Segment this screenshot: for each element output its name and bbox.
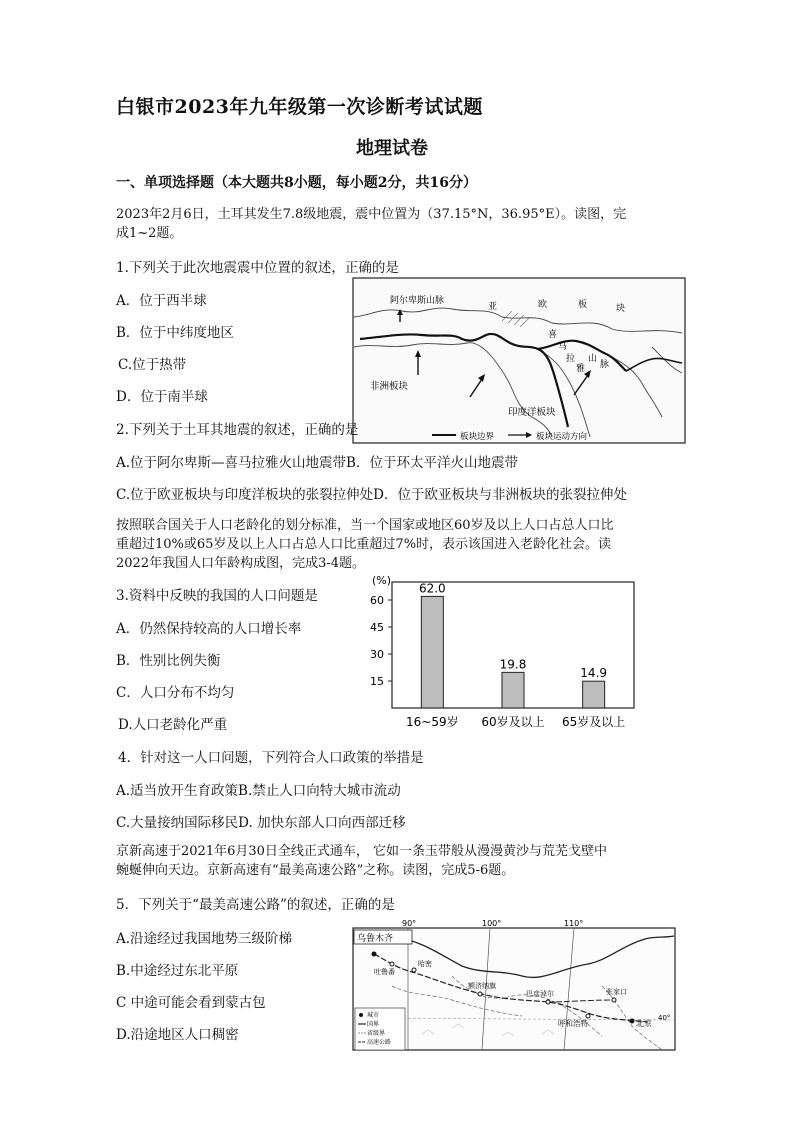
legend-prov: 省级界 (367, 1030, 386, 1037)
label-urumqi: 乌鲁木齐 (357, 934, 394, 944)
q5-stem: 5．下列关于“最美高速公路”的叙述，正确的是 (116, 897, 395, 913)
lon-90: 90° (402, 919, 417, 928)
q5-option-a[interactable]: A.沿途经过我国地势三级阶梯 (116, 931, 293, 947)
q3-option-c[interactable]: C．人口分布不均匀 (116, 685, 235, 701)
q4-options-ab[interactable]: A.适当放开生育政策B.禁止人口向特大城市流动 (116, 783, 401, 799)
passage1-line1: 2023年2月6日，土耳其发生7.8级地震，震中位置为（37.15°N，36.95°E）。读图，完 (116, 207, 627, 222)
label-yaa: 雅 (576, 364, 586, 374)
city-hami (412, 968, 416, 972)
legend-border: 国界 (367, 1021, 380, 1028)
legend-city-dot (359, 1013, 363, 1017)
q2-options-ab[interactable]: A.位于阿尔卑斯—喜马拉雅火山地震带B．位于环太平洋火山地震带 (116, 455, 518, 471)
label-ma: 马 (558, 342, 568, 352)
q4-stem: 4．针对这一人口问题，下列符合人口政策的举措是 (118, 750, 424, 766)
label-mai: 脉 (600, 360, 610, 370)
city-urumqi (372, 952, 377, 957)
passage2-line3: 2022年我国人口年龄构成图，完成3-4题。 (116, 556, 366, 571)
plate-map (352, 277, 686, 445)
q1-option-d[interactable]: D．位于南半球 (116, 389, 208, 405)
q1-option-a[interactable]: A．位于西半球 (116, 293, 207, 309)
label-bayannur: 巴彦淖尔 (526, 990, 554, 998)
y-tick-label: 15 (370, 675, 384, 688)
q5-option-d[interactable]: D.沿途地区人口稠密 (116, 1027, 239, 1043)
q1-option-b[interactable]: B．位于中纬度地区 (116, 325, 234, 341)
q1-option-c[interactable]: C.位于热带 (118, 357, 187, 373)
exam-subtitle: 地理试卷 (356, 138, 428, 159)
label-hami: 哈密 (418, 960, 432, 968)
label-hohhot: 呼和浩特 (558, 1019, 588, 1028)
passage2-line2: 重超过10%或65岁及以上人口占总人口比重超过7%时，表示该国进入老龄化社会。读 (116, 537, 612, 552)
q5-option-c[interactable]: C 中途可能会看到蒙古包 (116, 995, 266, 1011)
category-label: 16~59岁 (406, 715, 459, 729)
age-structure-chart (340, 570, 640, 740)
city-turpan (390, 962, 394, 966)
q3-stem: 3.资料中反映的我国的人口问题是 (116, 588, 318, 604)
legend-road: 高速公路 (367, 1039, 392, 1046)
label-ou: 欧 (538, 300, 548, 310)
lon-100: 100° (482, 919, 502, 928)
label-beijing: 北京 (636, 1019, 652, 1028)
label-ya: 亚 (488, 302, 498, 312)
label-ejina: 额济纳旗 (468, 982, 496, 990)
bar-value-label: 14.9 (580, 666, 608, 681)
expressway-map (352, 916, 678, 1052)
category-label: 65岁及以上 (562, 715, 626, 729)
city-zhangjiakou (612, 998, 616, 1002)
label-ban: 板 (578, 300, 588, 310)
lon-110: 110° (564, 919, 584, 928)
legend-city: 城市 (367, 1012, 380, 1019)
passage3-line2: 蜿蜒伸向天边。京新高速有“最美高速公路”之称。读图，完成5-6题。 (116, 863, 515, 878)
label-indian-plate: 印度洋板块 (508, 407, 556, 418)
bar (583, 681, 605, 708)
label-shan: 山 (588, 354, 598, 364)
legend-boundary-text: 板块边界 (460, 432, 495, 442)
y-tick-label: 60 (370, 594, 384, 607)
passage2-line1: 按照联合国关于人口老龄化的划分标准，当一个国家或地区60岁及以上人口占总人口比 (116, 518, 614, 533)
bar (502, 672, 524, 708)
q2-stem: 2.下列关于土耳其地震的叙述，正确的是 (116, 422, 359, 438)
label-la: 拉 (566, 354, 576, 364)
label-xi: 喜 (548, 330, 558, 340)
q1-stem: 1.下列关于此次地震震中位置的叙述，正确的是 (116, 260, 399, 276)
chart-ylabel: (%) (372, 574, 392, 587)
q4-options-cd[interactable]: C.大量接纳国际移民D. 加快东部人口向西部迁移 (116, 815, 406, 831)
bar-value-label: 62.0 (418, 581, 446, 596)
city-ejina (478, 992, 482, 996)
city-bayannur (546, 1000, 550, 1004)
label-zhangjiakou: 张家口 (606, 988, 627, 996)
passage3-line1: 京新高速于2021年6月30日全线正式通车， 它如一条玉带般从漫漫黄沙与荒芜戈壁中 (116, 844, 608, 859)
y-tick-label: 30 (370, 648, 384, 661)
bar (421, 596, 443, 708)
q2-options-cd[interactable]: C.位于欧亚板块与印度洋板块的张裂拉伸处D．位于欧亚板块与非洲板块的张裂拉伸处 (116, 487, 627, 503)
section-heading: 一、单项选择题（本大题共8小题，每小题2分，共16分） (116, 175, 477, 191)
city-hohhot (586, 1014, 590, 1018)
q5-option-b[interactable]: B.中途经过东北平原 (116, 963, 239, 979)
bar-value-label: 19.8 (499, 657, 527, 672)
y-tick-label: 45 (370, 621, 384, 634)
q3-option-d[interactable]: D.人口老龄化严重 (118, 717, 228, 733)
label-africa-plate: 非洲板块 (370, 381, 409, 392)
label-kuai: 块 (616, 304, 626, 314)
legend-motion-text: 板块运动方向 (536, 432, 588, 442)
q3-option-b[interactable]: B．性别比例失衡 (116, 653, 221, 669)
label-alps: 阿尔卑斯山脉 (390, 296, 445, 306)
q3-option-a[interactable]: A．仍然保持较高的人口增长率 (116, 621, 302, 637)
label-turpan: 吐鲁番 (374, 968, 395, 976)
lat-40: 40° (658, 1014, 671, 1022)
exam-title: 白银市2023年九年级第一次诊断考试试题 (116, 96, 483, 118)
category-label: 60岁及以上 (481, 715, 545, 729)
passage1-line2: 成1~2题。 (116, 226, 183, 241)
city-beijing (630, 1019, 635, 1024)
